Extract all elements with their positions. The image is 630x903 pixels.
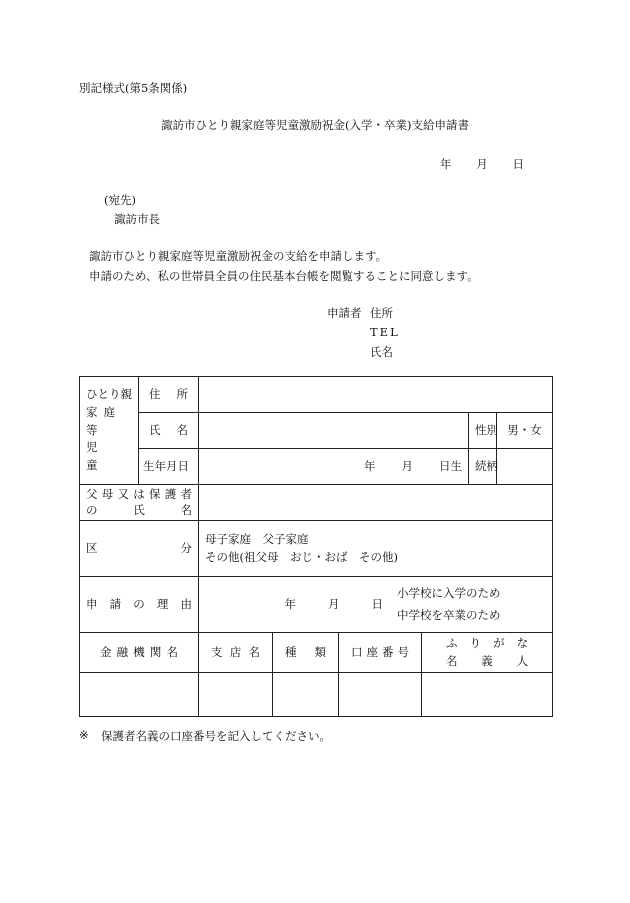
furigana-1: り [469, 635, 482, 650]
address-label-cell [139, 377, 199, 413]
relation-label-a: 続 [475, 458, 487, 473]
category-row [80, 521, 553, 577]
bank-input-row [80, 673, 553, 717]
category-options-cell [199, 521, 553, 577]
bank-label-3: 関 [149, 644, 162, 659]
gl1-6: 者 [180, 486, 192, 501]
type-label-1: 類 [314, 644, 326, 659]
gl2-2: 名 [180, 502, 192, 517]
guardian-label-line2 [86, 503, 192, 519]
bank-name-field[interactable] [80, 673, 199, 717]
application-statement: 諏訪市ひとり親家庭等児童激励祝金の支給を申請します。 [89, 249, 388, 263]
holder-label-cell [422, 633, 553, 673]
bank-header-row [80, 633, 553, 673]
applicant-address-label: 住所 [370, 306, 393, 320]
account-holder-field[interactable] [422, 673, 553, 717]
relation-label-b: 柄 [486, 458, 498, 473]
bank-label-1: 融 [116, 644, 129, 659]
gl2-0: の [86, 502, 98, 517]
reason-label-0: 申 [86, 596, 98, 611]
bank-label-0: 金 [100, 644, 112, 659]
gl1-1: 母 [101, 486, 114, 501]
holder-label [446, 653, 528, 671]
reason-label-3: 理 [156, 596, 169, 611]
child-name-field[interactable] [199, 413, 469, 449]
birth-day-unit: 日生 [439, 458, 462, 473]
guardian-row [80, 485, 553, 521]
category-label-a: 区 [86, 540, 98, 555]
note-text: 保護者名義の口座番号を記入してください。 [101, 729, 331, 743]
branch-label-0: 支 [211, 644, 223, 659]
account-label-0: 口 [351, 644, 363, 659]
reason-label-1: 請 [109, 596, 122, 611]
category-label-b: 分 [180, 540, 192, 555]
holder-2: 人 [516, 653, 529, 668]
child-name-row [80, 413, 553, 449]
gl1-5: 護 [164, 486, 177, 501]
form-reference: 別記様式(第5条関係) [79, 81, 188, 95]
furigana-label [446, 635, 528, 653]
addressee-label: (宛先) [104, 193, 136, 207]
birth-year-unit: 年 [364, 458, 376, 473]
gender-value-cell[interactable]: 男・女 [497, 413, 553, 449]
name-label-b: 名 [176, 422, 188, 437]
applicant-name-label: 氏名 [370, 345, 393, 359]
month-label: 月 [476, 157, 488, 171]
birth-month-unit: 月 [401, 458, 413, 473]
child-address-row [80, 377, 553, 413]
branch-label-2: 名 [248, 644, 260, 659]
child-header-line3 [86, 439, 132, 475]
reason-year-unit: 年 [284, 596, 296, 611]
reason-label-cell [80, 577, 199, 633]
account-label-cell [339, 633, 422, 673]
child-address-field[interactable] [199, 377, 553, 413]
birth-label-cell: 生年月日 [139, 449, 199, 485]
consent-statement: 申請のため、私の世帯員全員の住民基本台帳を閲覧することに同意します。 [89, 269, 479, 283]
child-birth-row [80, 449, 553, 485]
type-label-cell [273, 633, 339, 673]
reason-options [397, 583, 501, 627]
year-label: 年 [440, 157, 452, 171]
furigana-2: が [493, 635, 505, 650]
applicant-tel-label: TEL [370, 325, 400, 339]
reason-date [205, 596, 383, 614]
guardian-label-line1 [86, 487, 192, 503]
branch-label-cell [199, 633, 273, 673]
furigana-0: ふ [446, 635, 458, 650]
applicant-label: 申請者 [327, 306, 362, 320]
name-label-a: 氏 [149, 422, 161, 437]
account-label-2: 番 [382, 644, 394, 659]
gender-label-b: 別 [486, 422, 498, 437]
type-label-0: 種 [285, 644, 297, 659]
reason-field[interactable] [199, 577, 553, 633]
reason-option-entry[interactable]: 小学校に入学のため [397, 585, 501, 600]
document-title: 諏訪市ひとり親家庭等児童激励祝金(入学・卒業)支給申請書 [161, 118, 469, 132]
day-label: 日 [512, 157, 524, 171]
guardian-name-field[interactable] [199, 485, 553, 521]
guardian-label-cell [80, 485, 199, 521]
note-mark: ※ [79, 728, 89, 742]
gl2-1: 氏 [133, 502, 145, 517]
reason-row [80, 577, 553, 633]
gender-label-a: 性 [475, 422, 487, 437]
gl1-2: 又 [117, 486, 129, 501]
date-line [440, 156, 524, 172]
account-number-field[interactable] [339, 673, 422, 717]
reason-label-2: の [133, 596, 145, 611]
application-table [79, 376, 553, 717]
reason-month-unit: 月 [328, 596, 340, 611]
account-label-3: 号 [397, 644, 409, 659]
account-label-1: 座 [366, 644, 378, 659]
category-option-line1[interactable]: 母子家庭 父子家庭 [205, 531, 309, 546]
holder-0: 名 [446, 653, 458, 668]
furigana-3: な [516, 635, 529, 650]
birth-date-field[interactable] [199, 449, 469, 485]
category-label-cell [80, 521, 199, 577]
address-label-a: 住 [149, 386, 161, 401]
relation-field[interactable] [497, 449, 553, 485]
child-header-line2: 家庭等 [86, 404, 121, 437]
gl1-3: は [133, 486, 145, 501]
reason-day-unit: 日 [371, 596, 383, 611]
address-label-b: 所 [176, 386, 188, 401]
bank-label-2: 機 [133, 644, 145, 659]
branch-name-field[interactable] [199, 673, 273, 717]
gender-label-cell [469, 413, 497, 449]
reason-option-graduation[interactable]: 中学校を卒業のため [397, 607, 501, 622]
gl1-4: 保 [149, 486, 161, 501]
addressee-name: 諏訪市長 [114, 212, 160, 226]
child-header-line1: ひとり親 [86, 386, 132, 401]
category-option-line2[interactable]: その他(祖父母 おじ・おば その他) [205, 549, 398, 564]
child-header-line3-text: 児童 [86, 440, 132, 473]
bank-name-label-cell [80, 633, 199, 673]
relation-label-cell [469, 449, 497, 485]
gl1-0: 父 [86, 486, 98, 501]
branch-label-1: 店 [229, 644, 242, 659]
name-label-cell [139, 413, 199, 449]
child-header-cell [80, 377, 139, 485]
reason-label-4: 由 [180, 596, 192, 611]
bank-label-4: 名 [166, 644, 178, 659]
account-type-field[interactable] [273, 673, 339, 717]
holder-1: 義 [481, 653, 493, 668]
